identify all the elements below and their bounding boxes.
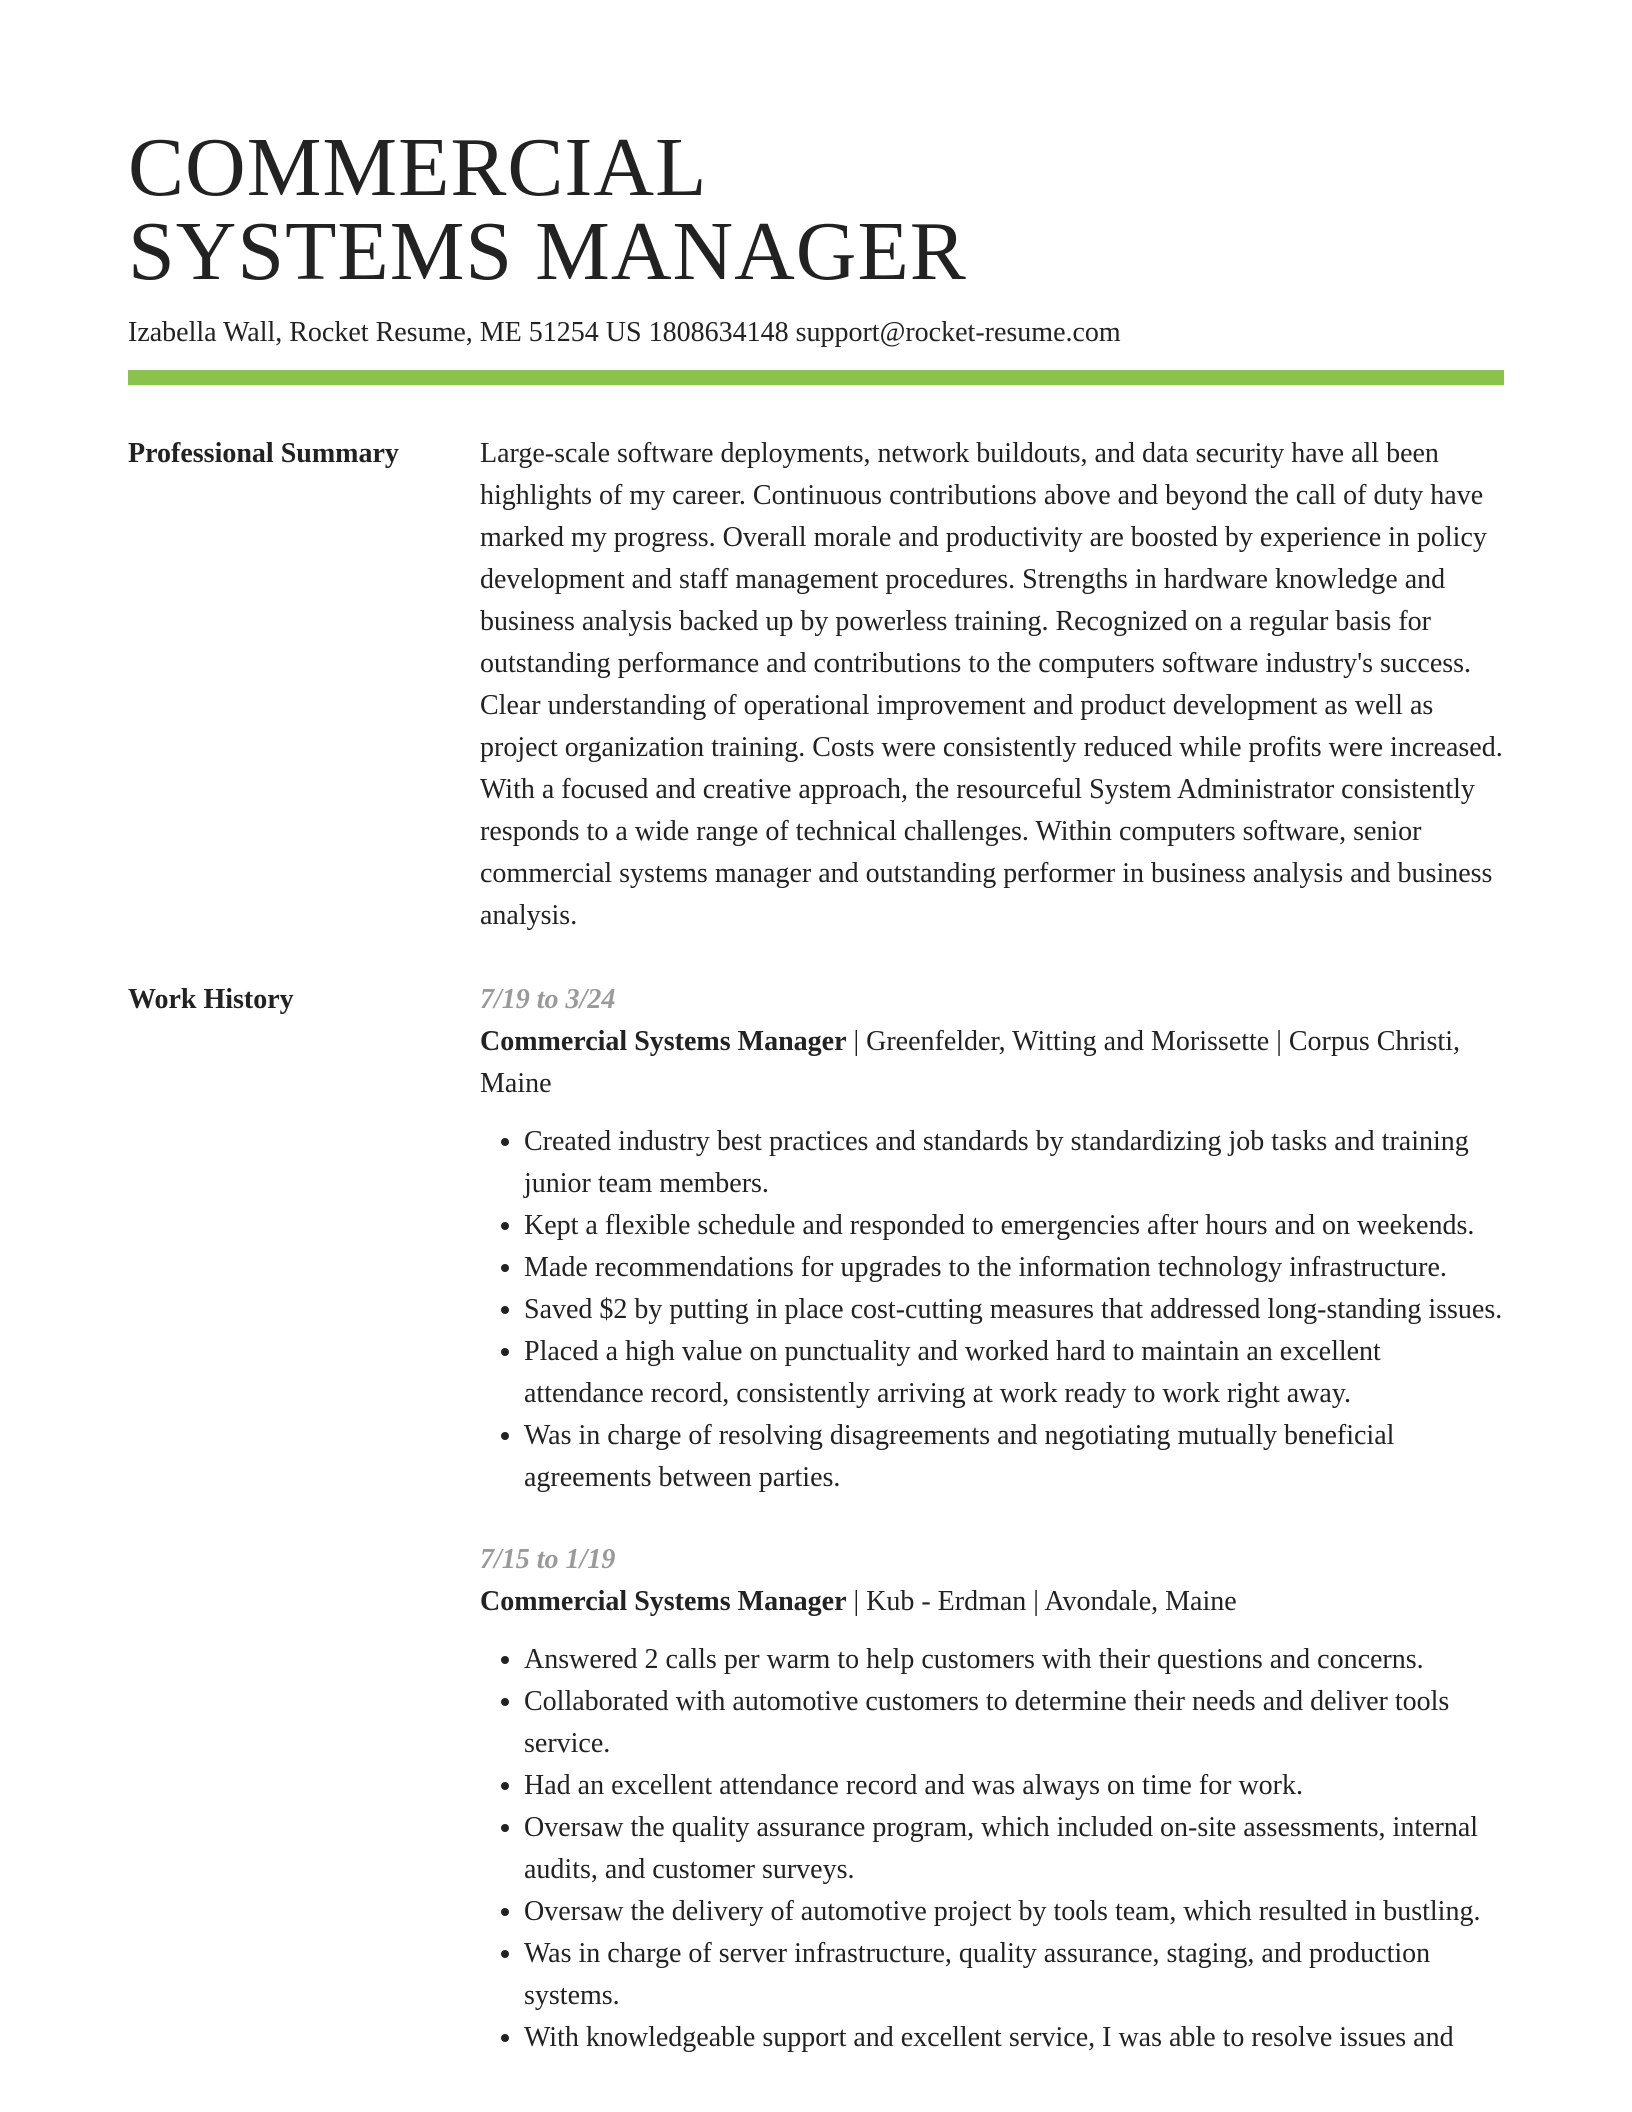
section-label-work-history: Work History [128,984,294,1015]
job-bullet: • Answered 2 calls per warm to help customers with their questions and concerns. [524,1639,1504,1681]
job-dates: 7/15 to 1/19 [480,1544,616,1575]
job-entry [480,1539,1504,2059]
job-entry [480,979,1504,1499]
job-bullet: • Oversaw the quality assurance program, which included on-site assessments, internal audits, and customer surveys. [524,1807,1504,1891]
job-bullet: • Had an excellent attendance record and was always on time for work. [524,1765,1504,1807]
job-dates: 7/19 to 3/24 [480,984,616,1015]
resume-page [128,0,1504,2059]
job-bullet: • Was in charge of server infrastructure, quality assurance, staging, and production systems. [524,1933,1504,2017]
job-heading [480,1021,1504,1105]
job-details: | Greenfelder, Witting and Morissette | Corpus Christi, Maine [480,1026,1460,1099]
job-bullet: • Placed a high value on punctuality and worked hard to maintain an excellent attendance record, consistently arriving at work ready to work right away. [524,1331,1504,1415]
summary-text: Large-scale software deployments, network buildouts, and data security have all been highlights of my career. Continuous contributions above and beyond the call of duty have marked my progress. Overall morale and productivity are boosted by experience in policy development and staff management procedures. Strengths in hardware knowledge and business analysis backed up by powerless training. Recognized on a regular basis for outstanding performance and contributions to the computers software industry's success. Clear understanding of operational improvement and product development as well as project organization training. Costs were consistently reduced while profits were increased. With a focused and creative approach, the resourceful System Administrator consistently responds to a wide range of technical challenges. Within computers software, senior commercial systems manager and outstanding performer in business analysis and business analysis. [480,438,1503,931]
resume-title [128,0,1504,298]
contact-line: Izabella Wall, Rocket Resume, ME 51254 US 1808634148 support@rocket-resume.com [128,317,1121,348]
accent-divider [128,370,1504,385]
job-title: Commercial Systems Manager [480,1586,847,1617]
work-history-body [480,979,1504,2059]
job-heading [480,1581,1504,1623]
job-bullet: • Kept a flexible schedule and responded to emergencies after hours and on weekends. [524,1205,1504,1247]
job-bullet: • Created industry best practices and standards by standardizing job tasks and training junior team members. [524,1121,1504,1205]
title-line-2: SYSTEMS MANAGER [128,205,967,298]
job-bullet-list [480,1121,1504,1499]
title-line-1: COMMERCIAL [128,121,708,214]
job-bullet: • With knowledgeable support and excellent service, I was able to resolve issues and [524,2017,1504,2059]
work-history-section [128,979,1504,2059]
job-bullet: • Made recommendations for upgrades to the information technology infrastructure. [524,1247,1504,1289]
job-bullet: • Oversaw the delivery of automotive project by tools team, which resulted in bustling. [524,1891,1504,1933]
job-title: Commercial Systems Manager [480,1026,847,1057]
summary-body [480,433,1504,937]
job-bullet: • Saved $2 by putting in place cost-cutting measures that addressed long-standing issues. [524,1289,1504,1331]
professional-summary-section [128,433,1504,937]
job-bullet-list [480,1639,1504,2059]
job-bullet: • Was in charge of resolving disagreements and negotiating mutually beneficial agreements between parties. [524,1415,1504,1499]
job-details: | Kub - Erdman | Avondale, Maine [846,1586,1237,1617]
job-bullet: • Collaborated with automotive customers to determine their needs and deliver tools service. [524,1681,1504,1765]
section-label-professional-summary: Professional Summary [128,438,399,469]
